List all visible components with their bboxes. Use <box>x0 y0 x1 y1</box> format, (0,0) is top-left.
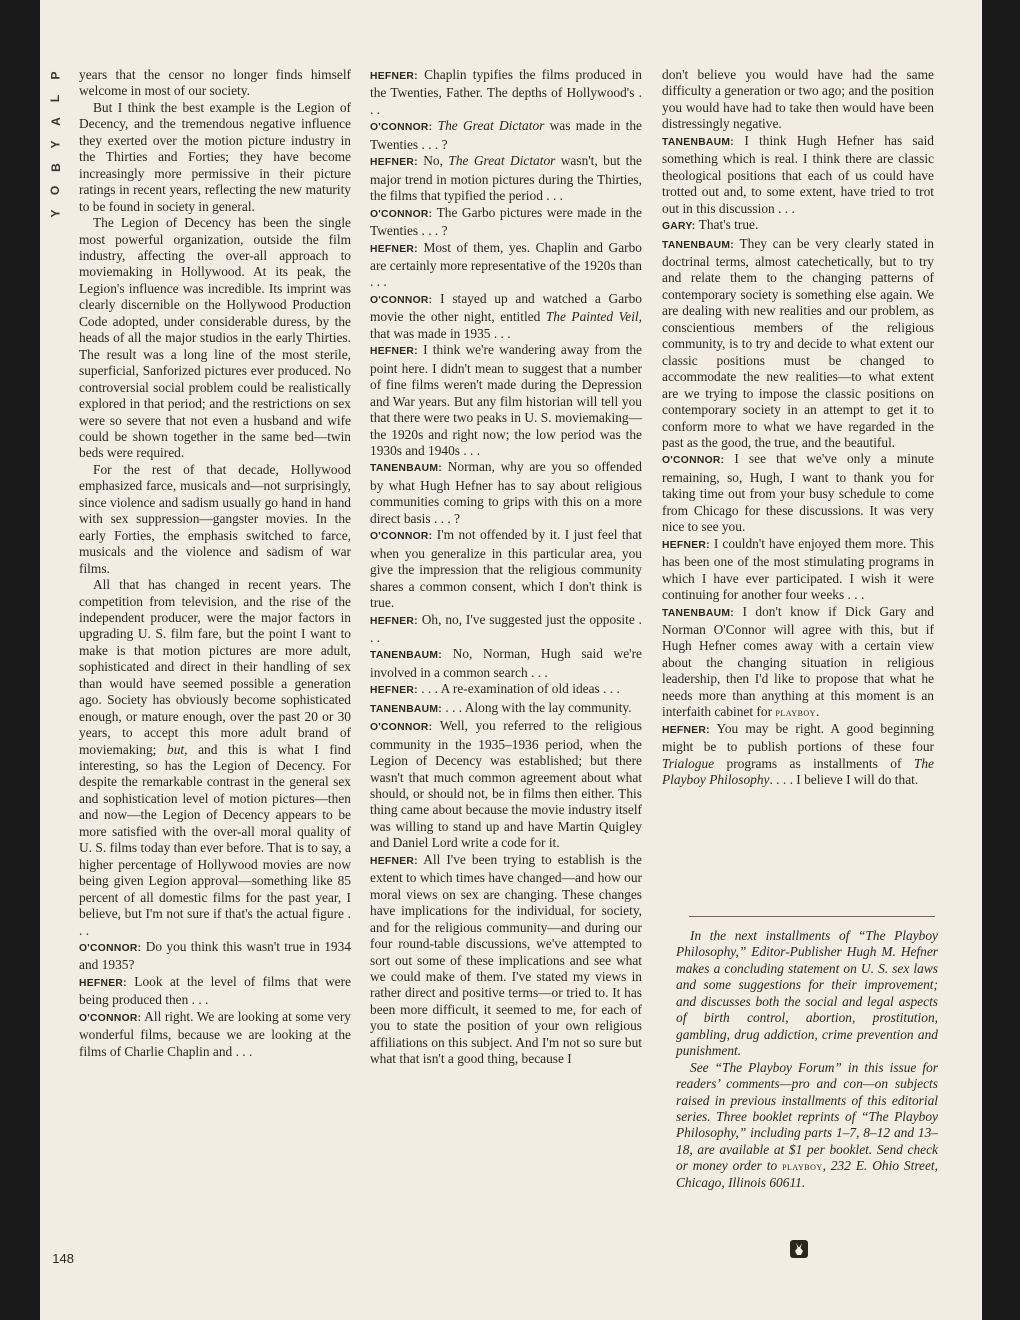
speaker-label: HEFNER: <box>662 724 710 736</box>
masthead-letter: Y <box>48 209 63 218</box>
speaker-label: HEFNER: <box>370 615 418 627</box>
rabbit-head-end-mark-icon <box>790 1240 808 1258</box>
dialogue-line <box>662 721 934 789</box>
dialogue-line <box>370 240 642 291</box>
speaker-label: HEFNER: <box>370 71 418 82</box>
paragraph-text: wasn't, but the major trend in motion pictures during the Thirties, the films that typified the period . . . <box>370 153 642 204</box>
text-column-3 <box>662 67 934 788</box>
dialogue-line <box>370 67 642 118</box>
speaker-label: TANENBAUM: <box>662 136 735 148</box>
paragraph-text: I see that we've only a minute remaining, so, Hugh, I want to thank you for taking time out from your busy schedule to come from Chicago for these discussions. It was very nice to see you. <box>662 451 934 535</box>
paragraph-text: Norman, why are you so offended by what Hugh Hefner has to say about religious communities coming to grips with this on a more direct basis . . . ? <box>370 459 642 526</box>
paragraph-text: Well, you referred to the religious community in the 1935–1936 period, when the Legion of Decency was established; but there wasn't that much common agreement about what should, or should not, be in films then either. This thing came about because the movie industry itself was willing to stand up and have Martin Quigley and Daniel Lord write a code for it. <box>370 718 642 851</box>
speaker-label: HEFNER: <box>79 977 127 989</box>
paragraph-text: I couldn't have enjoyed them more. This has been one of the most stimulating programs in which I have ever participated. I wish it were continuing for another four weeks . . . <box>662 535 934 603</box>
speaker-label: TANENBAUM: <box>662 239 735 251</box>
dialogue-line <box>370 612 642 647</box>
dialogue-line <box>370 153 642 204</box>
note-publisher: playboy <box>782 1159 823 1174</box>
paragraph-text: . . . Along with the lay community. <box>445 699 632 715</box>
magazine-page <box>40 0 982 1320</box>
dialogue-line <box>662 451 934 535</box>
playboy-masthead <box>48 64 67 225</box>
title-italic: but, <box>167 741 188 757</box>
speaker-label: GARY: <box>662 221 696 233</box>
page-number: 148 <box>52 1251 74 1266</box>
paragraph-text: I think Hugh Hefner has said something which is real. I think there are classic theological positions that each of us could have trotted out and, to some extent, have tried to trot out in this discussion . . . <box>662 132 934 216</box>
speaker-label: HEFNER: <box>370 855 418 867</box>
note-text: See “The Playboy Forum” in this issue for readers’ comments—pro and con—on subjects raised in previous installments of this editorial series. Three booklet reprints of “The Playboy Philosophy,” including parts 1–7, 8–12 and 13–18, are available at $1 per booklet. Send check or money order to <box>676 1059 938 1174</box>
speaker-label: O'CONNOR: <box>79 943 142 955</box>
title-italic: The Painted Veil, <box>545 309 642 325</box>
paragraph-text: For the rest of that decade, Hollywood emphasized farce, musicals and—not surprisingly, since violence and sadism usually go hand in hand with sex suppression—gangster movies. In the early Forties, the emphasis switched to farce, musicals and the violence and sadism of war films. <box>79 461 351 576</box>
masthead-letter: A <box>48 117 63 126</box>
paragraph-text: They can be very clearly stated in doctrinal terms, almost catechetically, but to try and relate them to the changing patterns of contemporary society is something else again. We are dealing with new realities and our problem, as conscientious members of the religious community, is to try and decide to what extent our classic positions must be changed to accommodate the new realities—to what extent are we trying to impose the classic positions on contemporary society in an attempt to get it to conform more to what we have regarded in the past as the good, the true, and the beautiful. <box>662 235 934 450</box>
paragraph-text: All right. We are looking at some very wonderful films, because we are looking at the films of Charlie Chaplin and . . . <box>79 1008 352 1059</box>
paragraph <box>79 462 351 577</box>
dialogue-line <box>370 291 642 342</box>
paragraph-text: Most of them, yes. Chaplin and Garbo are certainly more representative of the 1920s than . . . <box>370 239 642 290</box>
note-paragraph-2 <box>676 1060 938 1192</box>
dialogue-line <box>370 342 642 459</box>
paragraph-text: The Garbo pictures were made in the Twenties . . . ? <box>370 204 642 239</box>
speaker-label: HEFNER: <box>662 539 710 551</box>
paragraph-text: Oh, no, I've suggested just the opposite . . . <box>370 611 642 645</box>
dialogue-line <box>662 133 934 217</box>
speaker-label: O'CONNOR: <box>370 531 433 543</box>
paragraph <box>79 577 351 939</box>
dialogue-line <box>370 852 642 1068</box>
speaker-label: O'CONNOR: <box>662 455 725 467</box>
paragraph-text: I think we're wandering away from the point here. I didn't mean to suggest that a number of fine films weren't made during the Depression and War years. But any film historian will tell you that there were two peaks in U. S. moviemaking—the 1920s and right now; the low period was the 1930s and 1940s . . . <box>370 342 642 458</box>
paragraph-text: No, <box>423 153 449 169</box>
speaker-label: O'CONNOR: <box>370 122 433 134</box>
speaker-label: HEFNER: <box>370 346 418 358</box>
paragraph-text: I stayed up and watched a Garbo movie the other night, entitled <box>370 290 642 325</box>
speaker-label: HEFNER: <box>370 157 418 169</box>
note-paragraph-1: In the next installments of “The Playboy Philosophy,” Editor-Publisher Hugh M. Hefner makes a concluding statement on U. S. sex laws and some suggestions for their improvement; and discusses both the social and legal aspects of birth control, abortion, prostitution, gambling, drug addiction, crime prevention and punishment. <box>676 928 938 1059</box>
paragraph <box>79 100 351 215</box>
masthead-letter: O <box>48 185 63 196</box>
dialogue-line <box>370 205 642 240</box>
text-column-1 <box>79 67 351 1060</box>
title-italic: The Great Dictator <box>437 118 545 134</box>
paragraph-text: That's true. <box>698 217 759 233</box>
dialogue-line <box>370 681 642 699</box>
paragraph-text: don't believe you would have had the same difficulty a generation or two ago; and the position you would have had to take then would have been distressingly negative. <box>662 67 934 132</box>
paragraph-text: All that has changed in recent years. The competition from television, and the rise of the independent producer, were the major factors in upgrading U. S. film fare, but the point I want to make is that motion pictures are more adult, sophisticated and direct in their handling of sex than would have seemed possible a generation ago. Society has obviously become sophisticated enough, or mature enough, over the past 20 or 30 years, to accept this more adult brand of moviemaking; <box>79 577 351 757</box>
paragraph-text: was made in the Twenties . . . ? <box>370 118 642 152</box>
paragraph-text: But I think the best example is the Legion of Decency, and the tremendous negative influence they exerted over the motion picture industry in the Thirties and Forties; they have become increasingly more permissive in their picture ratings in recent years, reflecting the new maturity to be found in society in general. <box>79 99 351 214</box>
paragraph-text: The Legion of Decency has been the single most powerful organization, outside the film industry, affecting the over-all approach to moviemaking in Hollywood. At its peak, the Legion's influence was incredible. Its imprint was clearly discernible on the Hollywood Production Code adopted, under considerable duress, by the heads of all the major studios in the early Thirties. The result was a long line of the most sterile, superficial, Sanforized pictures ever produced. No controversial social problem could be realistically explored in that period; and the restrictions on sex were so severe that not even a husband and wife could be shown together in the same bed—twin beds were required. <box>79 215 351 461</box>
paragraph-text: . . . . I believe I will do that. <box>769 772 919 788</box>
paragraph <box>662 67 934 133</box>
title-italic: The Playboy Philosophy <box>662 755 934 788</box>
dialogue-line <box>662 217 934 235</box>
dialogue-line <box>370 527 642 611</box>
speaker-label: O'CONNOR: <box>370 208 433 220</box>
dialogue-line <box>79 1009 351 1060</box>
dialogue-line <box>370 459 642 527</box>
dialogue-line <box>79 939 351 974</box>
speaker-label: HEFNER: <box>370 685 418 697</box>
note-text: , 232 E. Ohio Street, Chicago, Illinois 60611. <box>676 1158 938 1190</box>
editorial-note <box>676 928 938 1191</box>
speaker-label: TANENBAUM: <box>370 463 443 475</box>
masthead-letter: L <box>48 94 63 103</box>
dialogue-line <box>370 118 642 153</box>
paragraph-text: . <box>815 704 820 720</box>
speaker-label: TANENBAUM: <box>370 650 443 662</box>
speaker-label: TANENBAUM: <box>370 703 443 715</box>
paragraph-text: . . . A re-examination of old ideas . . . <box>421 681 620 697</box>
dialogue-line <box>370 718 642 852</box>
paragraph-text: years that the censor no longer finds himself welcome in most of our society. <box>79 67 351 99</box>
dialogue-line <box>662 236 934 452</box>
paragraph-text: Do you think this wasn't true in 1934 and 1935? <box>79 939 351 973</box>
speaker-label: O'CONNOR: <box>79 1012 142 1024</box>
paragraph <box>79 215 351 462</box>
title-italic: Trialogue <box>662 755 715 771</box>
dialogue-line <box>370 700 642 718</box>
paragraph-text: Chaplin typifies the films produced in the Twenties, Father. The depths of Hollywood's . . . <box>370 67 642 117</box>
paragraph-text: programs as installments of <box>714 755 914 771</box>
paragraph-text: Look at the level of films that were being produced then . . . <box>79 973 351 1008</box>
paragraph-text: You may be right. A good beginning might be to publish portions of these four <box>662 720 934 755</box>
dialogue-line <box>662 604 934 721</box>
paragraph-text: I'm not offended by it. I just feel that when you generalize in this particular area, you give the impression that the religious community shares a common consent, which I don't think is true. <box>370 527 642 611</box>
dialogue-line <box>370 646 642 681</box>
paragraph <box>79 67 351 100</box>
speaker-label: O'CONNOR: <box>370 722 433 734</box>
masthead-letter: Y <box>48 140 63 149</box>
paragraph-text: No, Norman, Hugh said we're involved in a common search . . . <box>370 646 642 680</box>
paragraph-text: I don't know if Dick Gary and Norman O'Connor will agree with this, but if Hugh Hefner comes away with a certain view about the changing situation in religious leadership, then I'd like to propose that what he needs more than anything at this moment is an interfaith cabinet for <box>662 603 934 720</box>
title-italic: The Great Dictator <box>448 153 556 169</box>
paragraph-text: All I've been trying to establish is the extent to which times have changed—and how our moral views on sex are changing. These changes have implications for the individual, for society, and for the religious community—and during our four round-table discussions, we've attempted to sort out some of these implications and see what we could make of them. I've stated my views in rather direct and positive terms—or tried to. It has been more difficult, it seemed to me, for each of you to state the position of your own religious affiliations on this subject. And I'm not so sure but what that isn't a good thing, because I <box>370 851 642 1067</box>
magazine-name: playboy <box>775 705 816 720</box>
dialogue-line <box>662 536 934 604</box>
speaker-label: HEFNER: <box>370 243 418 255</box>
speaker-label: TANENBAUM: <box>662 607 735 619</box>
text-column-2 <box>370 67 642 1068</box>
dialogue-line <box>79 974 351 1009</box>
paragraph-text: and this is what I find interesting, so has the Legion of Decency. For despite the remarkable contrast in the general sex and sophistication level of motion pictures—then and now—the Legion of Decency appears to be more satisfied with the over-all moral quality of U. S. films today than ever before. That is to say, a higher percentage of Hollywood movies are now being given Legion approval—something like 85 percent of all domestic films for the past year, I believe, but I'm not sure if that's the actual figure . . . <box>79 741 351 938</box>
masthead-letter: B <box>48 163 63 172</box>
masthead-letter: P <box>48 71 63 80</box>
section-divider <box>689 916 935 917</box>
paragraph-text: that was made in 1935 . . . <box>370 325 511 341</box>
speaker-label: O'CONNOR: <box>370 294 433 306</box>
